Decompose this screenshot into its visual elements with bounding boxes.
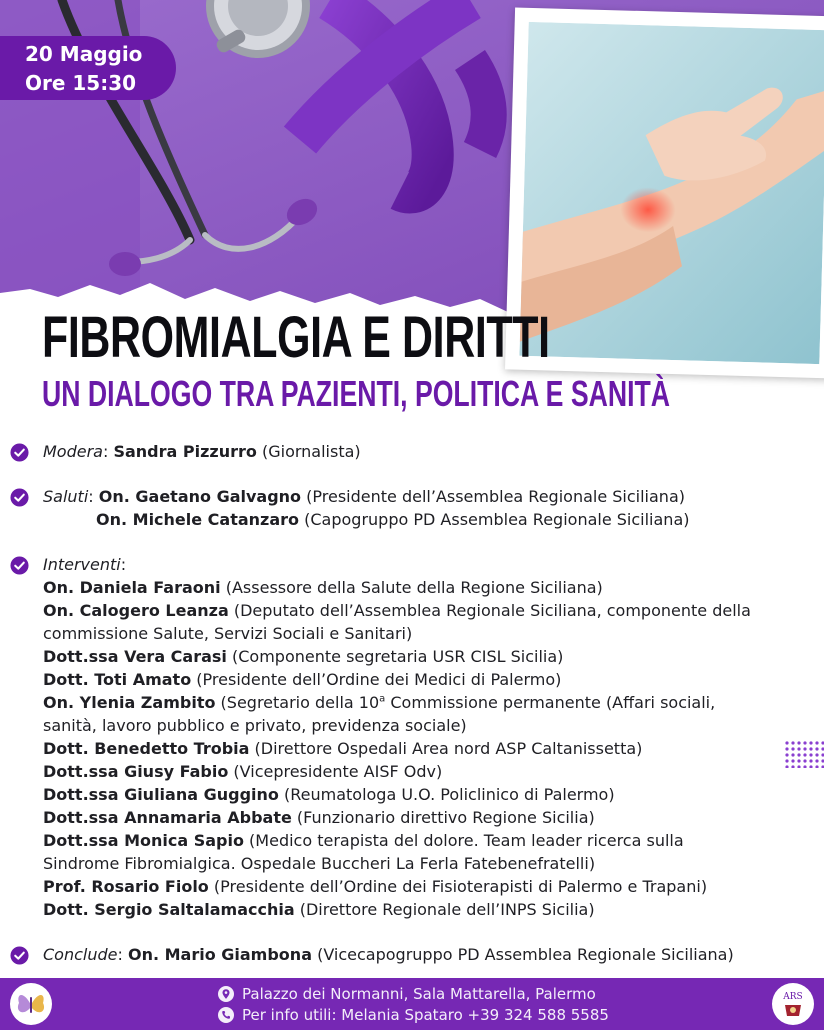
- moderator-row: Modera: Sandra Pizzurro (Giornalista): [10, 440, 810, 463]
- footer-info: [218, 1005, 609, 1025]
- butterfly-logo-icon: [10, 983, 52, 1025]
- speaker-desc-superscript: a: [379, 693, 386, 705]
- speaker-name: On. Calogero Leanza: [43, 601, 229, 620]
- speaker-item: [10, 760, 810, 783]
- speaker-name: Dott.ssa Annamaria Abbate: [43, 808, 292, 827]
- speaker-item-cont: [10, 622, 810, 645]
- speaker-item: [10, 599, 810, 622]
- ars-logo-text: ARS: [783, 992, 803, 1002]
- phone-icon: [218, 1007, 234, 1023]
- speaker-desc: (Reumatologa U.O. Policlinico di Palermo): [283, 785, 615, 804]
- closing-desc: (Vicecapogruppo PD Assemblea Regionale Siciliana): [317, 945, 734, 964]
- moderator-role: Modera: [43, 442, 103, 461]
- greeting-desc: (Presidente dell’Assemblea Regionale Siciliana): [306, 487, 685, 506]
- moderator-name: Sandra Pizzurro: [113, 442, 257, 461]
- speaker-item: [10, 806, 810, 829]
- footer-bar: [0, 978, 824, 1030]
- speaker-desc: (Deputato dell’Assemblea Regionale Siciliana, componente della: [233, 601, 751, 620]
- speaker-desc: (Segretario della 10: [220, 693, 380, 712]
- speaker-item: [10, 645, 810, 668]
- footer-location: [218, 984, 596, 1004]
- closing-role: Conclude: [43, 945, 118, 964]
- greetings-row-2: [10, 508, 810, 531]
- speaker-name: Dott. Sergio Saltalamacchia: [43, 900, 295, 919]
- footer-location-text: Palazzo dei Normanni, Sala Mattarella, Palermo: [242, 985, 596, 1003]
- program-list: [10, 440, 810, 966]
- speaker-name: Dott.ssa Monica Sapio: [43, 831, 244, 850]
- event-title: FIBROMIALGIA E DIRITTI: [42, 305, 550, 370]
- speaker-name: Prof. Rosario Fiolo: [43, 877, 209, 896]
- photo-frame: [505, 7, 824, 378]
- speaker-name: Dott.ssa Vera Carasi: [43, 647, 227, 666]
- speaker-desc: (Presidente dell’Ordine dei Fisioterapisti di Palermo e Trapani): [213, 877, 708, 896]
- speaker-item: [10, 668, 810, 691]
- speaker-name: Dott. Benedetto Trobia: [43, 739, 250, 758]
- check-circle-icon: [10, 443, 29, 462]
- organization-logo-left: [10, 983, 52, 1025]
- greetings-role: Saluti: [43, 487, 89, 506]
- event-time: Ore 15:30: [25, 71, 137, 95]
- event-date: 20 Maggio: [25, 42, 143, 66]
- speakers-role: Interventi: [43, 555, 121, 574]
- speaker-item-cont: [10, 852, 810, 875]
- ars-logo: [772, 983, 814, 1025]
- dot-grid-decoration: [784, 740, 824, 768]
- closing-row: Conclude: On. Mario Giambona (Vicecapogruppo PD Assemblea Regionale Siciliana): [10, 943, 810, 966]
- speaker-item: [10, 898, 810, 921]
- event-subtitle: UN DIALOGO TRA PAZIENTI, POLITICA E SANITÀ: [42, 373, 671, 414]
- speaker-desc: (Assessore della Salute della Regione Siciliana): [225, 578, 603, 597]
- speaker-name: Dott. Toti Amato: [43, 670, 192, 689]
- check-circle-icon: [10, 946, 29, 965]
- speaker-item: [10, 829, 810, 852]
- greeting-name: On. Michele Catanzaro: [96, 510, 300, 529]
- speaker-item: [10, 576, 810, 599]
- speaker-desc: (Componente segretaria USR CISL Sicilia): [232, 647, 564, 666]
- speaker-desc: commissione Salute, Servizi Sociali e Sanitari): [43, 624, 413, 643]
- closing-name: On. Mario Giambona: [127, 945, 312, 964]
- speaker-desc: (Direttore Ospedali Area nord ASP Caltanissetta): [254, 739, 643, 758]
- speaker-item: [10, 783, 810, 806]
- speaker-name: Dott.ssa Giuliana Guggino: [43, 785, 279, 804]
- speaker-desc: sanità, lavoro pubblico e privato, previdenza sociale): [43, 716, 467, 735]
- speaker-desc: (Funzionario direttivo Regione Sicilia): [296, 808, 595, 827]
- ars-emblem-icon: [772, 983, 814, 1025]
- speaker-desc: Commissione permanente (Affari sociali,: [385, 693, 716, 712]
- speakers-heading: Interventi:: [10, 553, 810, 576]
- wrist-pain-photo: [519, 22, 824, 364]
- speaker-item: [10, 691, 810, 714]
- speaker-name: Dott.ssa Giusy Fabio: [43, 762, 229, 781]
- greeting-name: On. Gaetano Galvagno: [98, 487, 302, 506]
- speaker-item: [10, 875, 810, 898]
- speaker-name: On. Daniela Faraoni: [43, 578, 221, 597]
- speaker-desc: Sindrome Fibromialgica. Ospedale Buccheri La Ferla Fatebenefratelli): [43, 854, 596, 873]
- speaker-item: [10, 737, 810, 760]
- speaker-name: On. Ylenia Zambito: [43, 693, 216, 712]
- event-date-badge: [0, 36, 176, 100]
- speaker-desc: (Medico terapista del dolore. Team leader ricerca sulla: [249, 831, 684, 850]
- check-circle-icon: [10, 488, 29, 507]
- greetings-row: Saluti: On. Gaetano Galvagno (Presidente dell’Assemblea Regionale Siciliana): [10, 485, 810, 508]
- check-circle-icon: [10, 556, 29, 575]
- speaker-item-cont: [10, 714, 810, 737]
- location-pin-icon: [218, 986, 234, 1002]
- footer-info-text: Per info utili: Melania Spataro +39 324 588 5585: [242, 1006, 609, 1024]
- greeting-desc: (Capogruppo PD Assemblea Regionale Siciliana): [304, 510, 690, 529]
- speaker-desc: (Direttore Regionale dell’INPS Sicilia): [299, 900, 595, 919]
- moderator-desc: (Giornalista): [261, 442, 361, 461]
- speaker-desc: (Presidente dell’Ordine dei Medici di Palermo): [196, 670, 562, 689]
- speaker-desc: (Vicepresidente AISF Odv): [233, 762, 443, 781]
